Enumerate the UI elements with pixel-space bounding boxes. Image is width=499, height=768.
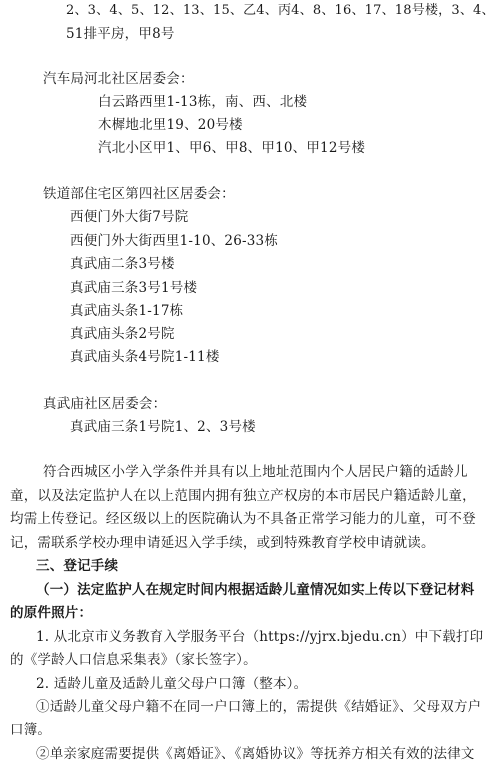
community-title: 铁道部住宅区第四社区居委会：: [43, 186, 235, 202]
community-title: 真武庙社区居委会：: [43, 396, 167, 412]
address-line: 2、3、4、5、12、13、15、乙4、丙4、8、16、17、18号楼，3、4、: [66, 3, 495, 18]
note-item: ①适龄儿童父母户籍不在同一户口簿上的，需提供《结婚证》、父母双方户: [36, 699, 482, 715]
address-line: 汽北小区甲1、甲6、甲8、甲10、甲12号楼: [98, 140, 366, 156]
list-item: 的《学龄人口信息采集表》（家长签字）。: [10, 652, 257, 668]
note-item: ②单亲家庭需要提供《离婚证》、《离婚协议》等抚养方相关有效的法律文: [36, 746, 475, 762]
list-item: 1. 从北京市义务教育入学服务平台（https://yjrx.bjedu.cn）中下载打印: [36, 629, 484, 645]
section-heading: 三、登记手续: [36, 558, 119, 574]
paragraph-line: 符合西城区小学入学条件并具有以上地址范围内个人居民户籍的适龄儿: [43, 464, 468, 480]
address-line: 白云路西里1-13栋，南、西、北楼: [98, 94, 308, 110]
paragraph-line: 童，以及法定监护人在以上范围内拥有独立产权房的本市居民户籍适龄儿童，: [10, 488, 476, 504]
paragraph-line: 记，需联系学校办理申请延迟入学手续，或到特殊教育学校申请就读。: [10, 535, 435, 551]
subsection-heading: （一）法定监护人在规定时间内根据适龄儿童情况如实上传以下登记材料: [36, 582, 475, 598]
address-line: 真武庙二条3号楼: [70, 256, 175, 272]
address-line: 真武庙头条1-17栋: [70, 303, 184, 319]
address-line: 真武庙头条4号院1-11楼: [70, 349, 220, 365]
note-item: 口簿。: [10, 722, 52, 738]
address-line: 西便门外大街7号院: [70, 209, 189, 225]
paragraph-line: 均需上传登记。经区级以上的医院确认为不具备正常学习能力的儿童，可不登: [10, 511, 476, 527]
address-line: 真武庙三条1号院1、2、3号楼: [70, 419, 256, 435]
community-title: 汽车局河北社区居委会：: [43, 71, 194, 87]
list-item: 2. 适龄儿童及适龄儿童父母户口簿（整本）。: [36, 676, 308, 692]
address-line: 真武庙头条2号院: [70, 326, 175, 342]
subsection-heading: 的原件照片：: [10, 605, 93, 621]
address-line: 西便门外大街西里1-10、26-33栋: [70, 233, 279, 249]
address-line: 木樨地北里19、20号楼: [98, 117, 243, 133]
address-line: 51排平房，甲8号: [66, 26, 175, 42]
address-line: 真武庙三条3号1号楼: [70, 280, 198, 296]
